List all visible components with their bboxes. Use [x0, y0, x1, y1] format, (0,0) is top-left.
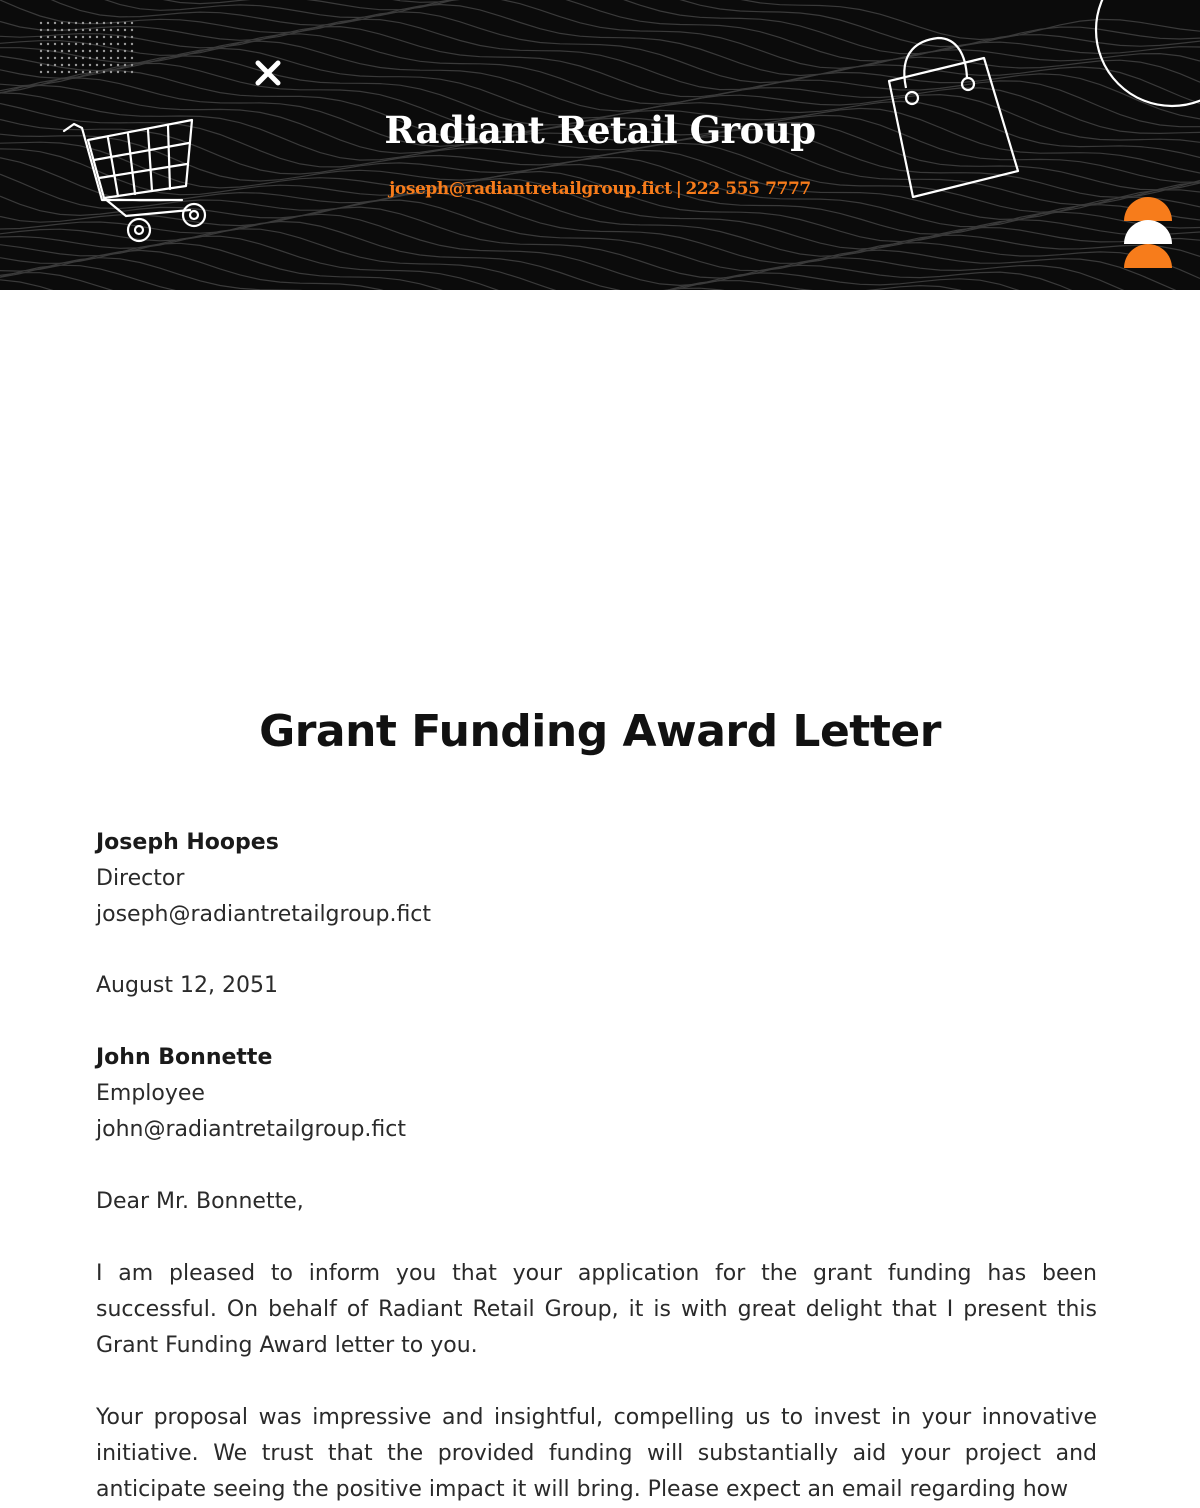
grid-dot: [40, 43, 42, 45]
grid-dot: [89, 57, 91, 59]
grid-dot: [131, 64, 133, 66]
wave-line: [0, 0, 1200, 47]
sender-block: [96, 825, 1097, 933]
grid-dot: [61, 50, 63, 52]
grid-dot: [61, 29, 63, 31]
grid-dot: [117, 57, 119, 59]
wave-line: [0, 280, 1200, 290]
grid-dot: [82, 36, 84, 38]
wave-line: [0, 214, 1200, 290]
grid-dot: [131, 50, 133, 52]
grid-dot: [131, 71, 133, 73]
wave-line: [0, 0, 1200, 104]
grid-dot: [54, 64, 56, 66]
grid-dot: [82, 29, 84, 31]
grid-dot: [110, 57, 112, 59]
grid-dot: [75, 64, 77, 66]
grid-dot: [75, 57, 77, 59]
grid-dot: [124, 50, 126, 52]
grid-dot: [103, 29, 105, 31]
grid-dot: [82, 50, 84, 52]
grid-dot: [110, 36, 112, 38]
wave-line: [0, 0, 1200, 82]
recipient-role: Employee: [96, 1081, 205, 1106]
grid-dot: [124, 57, 126, 59]
grid-dot: [75, 50, 77, 52]
grid-dot: [117, 36, 119, 38]
grid-dot: [131, 29, 133, 31]
salutation: Dear Mr. Bonnette,: [96, 1189, 304, 1214]
grid-dot: [68, 71, 70, 73]
grid-dot: [75, 22, 77, 24]
grid-dot: [89, 36, 91, 38]
wave-line: [0, 0, 1200, 68]
half-circle-stack-icon: [1124, 197, 1172, 268]
grid-dot: [47, 29, 49, 31]
grid-dot: [40, 57, 42, 59]
grid-dot: [131, 22, 133, 24]
grid-dot: [124, 36, 126, 38]
contact-separator: |: [675, 179, 682, 199]
grid-dot: [124, 64, 126, 66]
grid-dot: [68, 57, 70, 59]
grid-dot: [61, 36, 63, 38]
grid-dot: [96, 36, 98, 38]
grid-dot: [110, 50, 112, 52]
grid-dot: [117, 50, 119, 52]
grid-dot: [124, 71, 126, 73]
grid-dot: [75, 43, 77, 45]
grid-dot: [103, 71, 105, 73]
grid-dot: [68, 29, 70, 31]
grid-dot: [103, 64, 105, 66]
grid-dot: [54, 50, 56, 52]
grid-dot: [124, 43, 126, 45]
grid-dot: [103, 22, 105, 24]
grid-dot: [68, 64, 70, 66]
grid-dot: [103, 43, 105, 45]
grid-dot: [40, 36, 42, 38]
grid-dot: [61, 71, 63, 73]
grid-dot: [124, 22, 126, 24]
grid-dot: [54, 36, 56, 38]
grid-dot: [96, 64, 98, 66]
grid-dot: [40, 71, 42, 73]
grid-dot: [110, 29, 112, 31]
grid-dot: [54, 29, 56, 31]
grid-dot: [96, 71, 98, 73]
grid-dot: [40, 29, 42, 31]
company-name: Radiant Retail Group: [384, 108, 816, 152]
grid-dot: [82, 64, 84, 66]
grid-dot: [110, 22, 112, 24]
paragraph-2: Your proposal was impressive and insightful, compelling us to invest in your innovative initiative. We trust that the provided funding will substantially aid your project and anticipate seeing the positive impact it will bring. Please expect an email regarding how: [96, 1405, 1097, 1502]
grid-dot: [47, 57, 49, 59]
page-title: Grant Funding Award Letter: [259, 706, 941, 757]
paragraph-1: I am pleased to inform you that your application for the grant funding has been successful. On behalf of Radiant Retail Group, it is with great delight that I present this Grant Funding Award letter to you.: [96, 1261, 1097, 1358]
grid-dot: [131, 36, 133, 38]
company-contact: [0, 179, 1200, 199]
company-phone: 222 555 7777: [685, 179, 811, 199]
grid-dot: [117, 71, 119, 73]
grid-dot: [117, 29, 119, 31]
grid-dot: [40, 64, 42, 66]
grid-dot: [47, 64, 49, 66]
grid-dot: [82, 43, 84, 45]
grid-dot: [117, 43, 119, 45]
grid-dot: [103, 57, 105, 59]
grid-dot: [82, 71, 84, 73]
grid-dot: [89, 43, 91, 45]
grid-dot: [89, 29, 91, 31]
recipient-name: John Bonnette: [96, 1045, 273, 1070]
grid-dot: [96, 43, 98, 45]
grid-dot: [75, 71, 77, 73]
grid-dot: [110, 64, 112, 66]
recipient-email: john@radiantretailgroup.fict: [96, 1117, 407, 1142]
grid-dot: [89, 71, 91, 73]
grid-dot: [61, 43, 63, 45]
sender-role: Director: [96, 866, 185, 891]
grid-dot: [110, 43, 112, 45]
grid-dot: [96, 57, 98, 59]
grid-dot: [82, 57, 84, 59]
grid-dot: [54, 22, 56, 24]
recipient-block: [96, 1040, 1097, 1148]
grid-dot: [68, 22, 70, 24]
grid-dot: [89, 64, 91, 66]
company-email: joseph@radiantretailgroup.fict: [389, 179, 672, 199]
grid-dot: [61, 22, 63, 24]
header-banner: [0, 0, 1200, 290]
grid-dot: [61, 57, 63, 59]
grid-dot: [40, 22, 42, 24]
letter-date: August 12, 2051: [96, 973, 278, 998]
grid-dot: [54, 57, 56, 59]
grid-dot: [131, 43, 133, 45]
grid-dot: [68, 50, 70, 52]
grid-dot: [96, 50, 98, 52]
sender-name: Joseph Hoopes: [96, 830, 279, 855]
grid-dot: [117, 64, 119, 66]
close-x-icon: [258, 63, 278, 83]
grid-dot: [75, 29, 77, 31]
grid-dot: [61, 64, 63, 66]
grid-dot: [96, 29, 98, 31]
grid-dot: [103, 50, 105, 52]
grid-dot: [54, 43, 56, 45]
grid-dot: [82, 22, 84, 24]
grid-dot: [47, 36, 49, 38]
grid-dot: [75, 36, 77, 38]
grid-dot: [40, 50, 42, 52]
grid-dot: [131, 57, 133, 59]
grid-dot: [96, 22, 98, 24]
grid-dot: [47, 43, 49, 45]
grid-dot: [47, 22, 49, 24]
grid-dot: [47, 71, 49, 73]
grid-dot: [47, 50, 49, 52]
grid-dot: [54, 71, 56, 73]
grid-dot: [89, 50, 91, 52]
grid-dot: [110, 71, 112, 73]
grid-dot: [124, 29, 126, 31]
grid-dot: [117, 22, 119, 24]
grid-dot: [68, 43, 70, 45]
grid-dot: [68, 36, 70, 38]
grid-dot: [103, 36, 105, 38]
grid-dot: [89, 22, 91, 24]
sender-email: joseph@radiantretailgroup.fict: [96, 902, 432, 927]
